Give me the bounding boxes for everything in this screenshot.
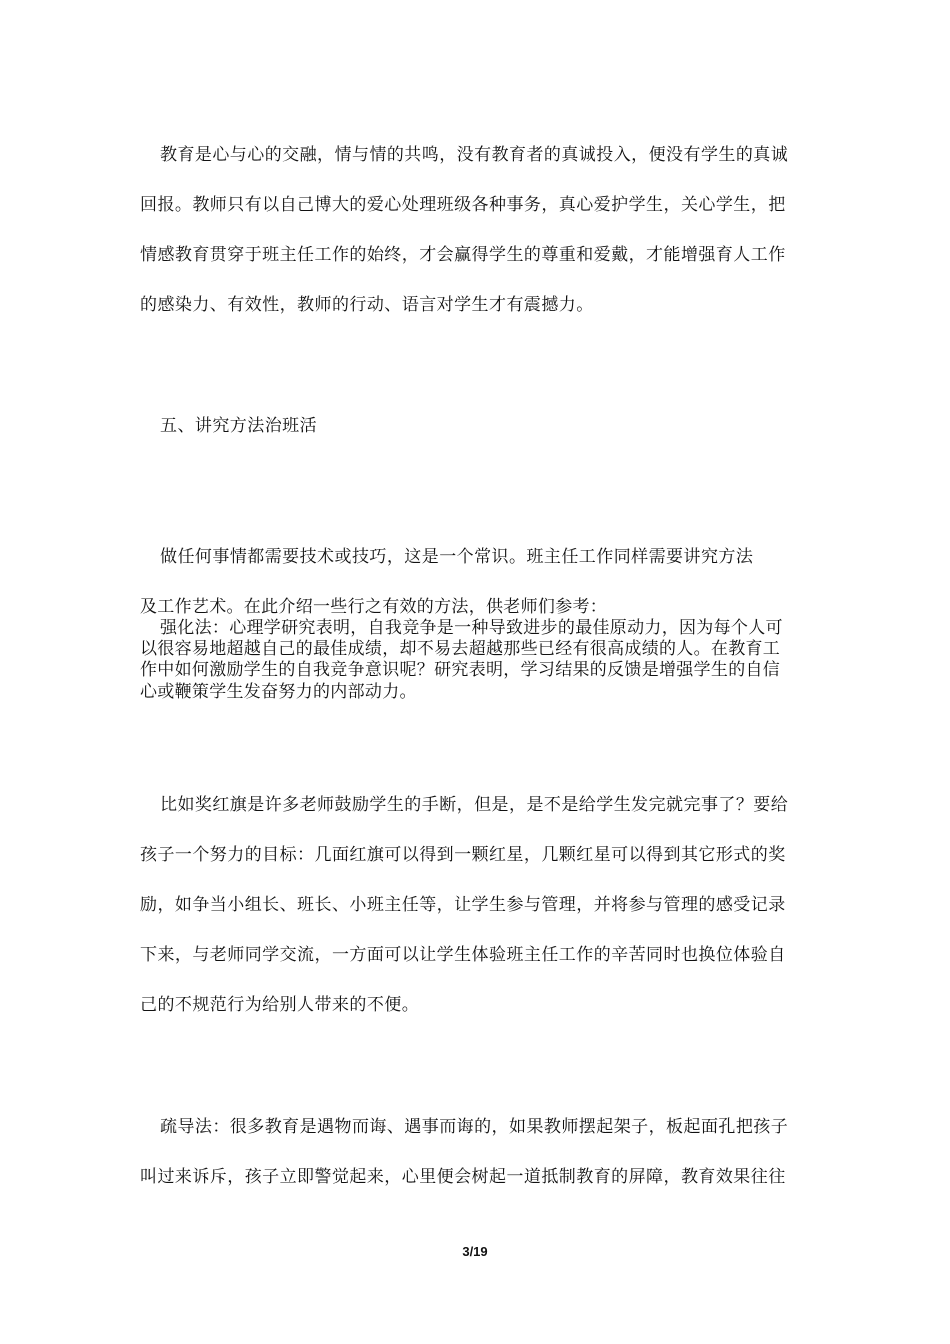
paragraph1-line-1: 教育是心与心的交融，情与情的共鸣，没有教育者的真诚投入，便没有学生的真诚 [160,145,789,165]
paragraph2-line-2: 及工作艺术。在此介绍一些行之有效的方法，供老师们参考： [140,597,608,617]
paragraph3-line-2: 以很容易地超越自己的最佳成绩，却不易去超越那些已经有很高成绩的人。在教育工 [140,639,781,659]
paragraph2-line-1: 做任何事情都需要技术或技巧，这是一个常识。班主任工作同样需要讲究方法 [160,547,754,567]
paragraph1-line-4: 的感染力、有效性，教师的行动、语言对学生才有震撼力。 [140,295,594,315]
paragraph1-line-3: 情感教育贯穿于班主任工作的始终，才会赢得学生的尊重和爱戴，才能增强育人工作 [140,245,786,265]
paragraph3-line-1: 强化法：心理学研究表明，自我竞争是一种导致进步的最佳原动力，因为每个人可 [160,618,783,638]
page-number: 3/19 [462,1244,488,1259]
paragraph3-line-3: 作中如何激励学生的自我竞争意识呢？研究表明，学习结果的反馈是增强学生的自信 [140,660,781,680]
paragraph5-line-2: 叫过来诉斥，孩子立即警觉起来，心里便会树起一道抵制教育的屏障，教育效果往往 [140,1167,786,1187]
paragraph4-line-3: 励，如争当小组长、班长、小班主任等，让学生参与管理，并将参与管理的感受记录 [140,895,786,915]
paragraph4-line-5: 己的不规范行为给别人带来的不便。 [140,995,420,1015]
paragraph4-line-1: 比如奖红旗是许多老师鼓励学生的手断，但是，是不是给学生发完就完事了？要给 [160,795,789,815]
section-heading: 五、讲究方法治班活 [160,416,318,436]
paragraph3-line-4: 心或鞭策学生发奋努力的内部动力。 [140,682,417,702]
paragraph1-line-2: 回报。教师只有以自己博大的爱心处理班级各种事务，真心爱护学生，关心学生，把 [140,195,786,215]
paragraph4-line-4: 下来，与老师同学交流，一方面可以让学生体验班主任工作的辛苦同时也换位体验自 [140,945,786,965]
paragraph4-line-2: 孩子一个努力的目标：几面红旗可以得到一颗红星，几颗红星可以得到其它形式的奖 [140,845,786,865]
paragraph5-line-1: 疏导法：很多教育是遇物而诲、遇事而诲的，如果教师摆起架子，板起面孔把孩子 [160,1117,789,1137]
